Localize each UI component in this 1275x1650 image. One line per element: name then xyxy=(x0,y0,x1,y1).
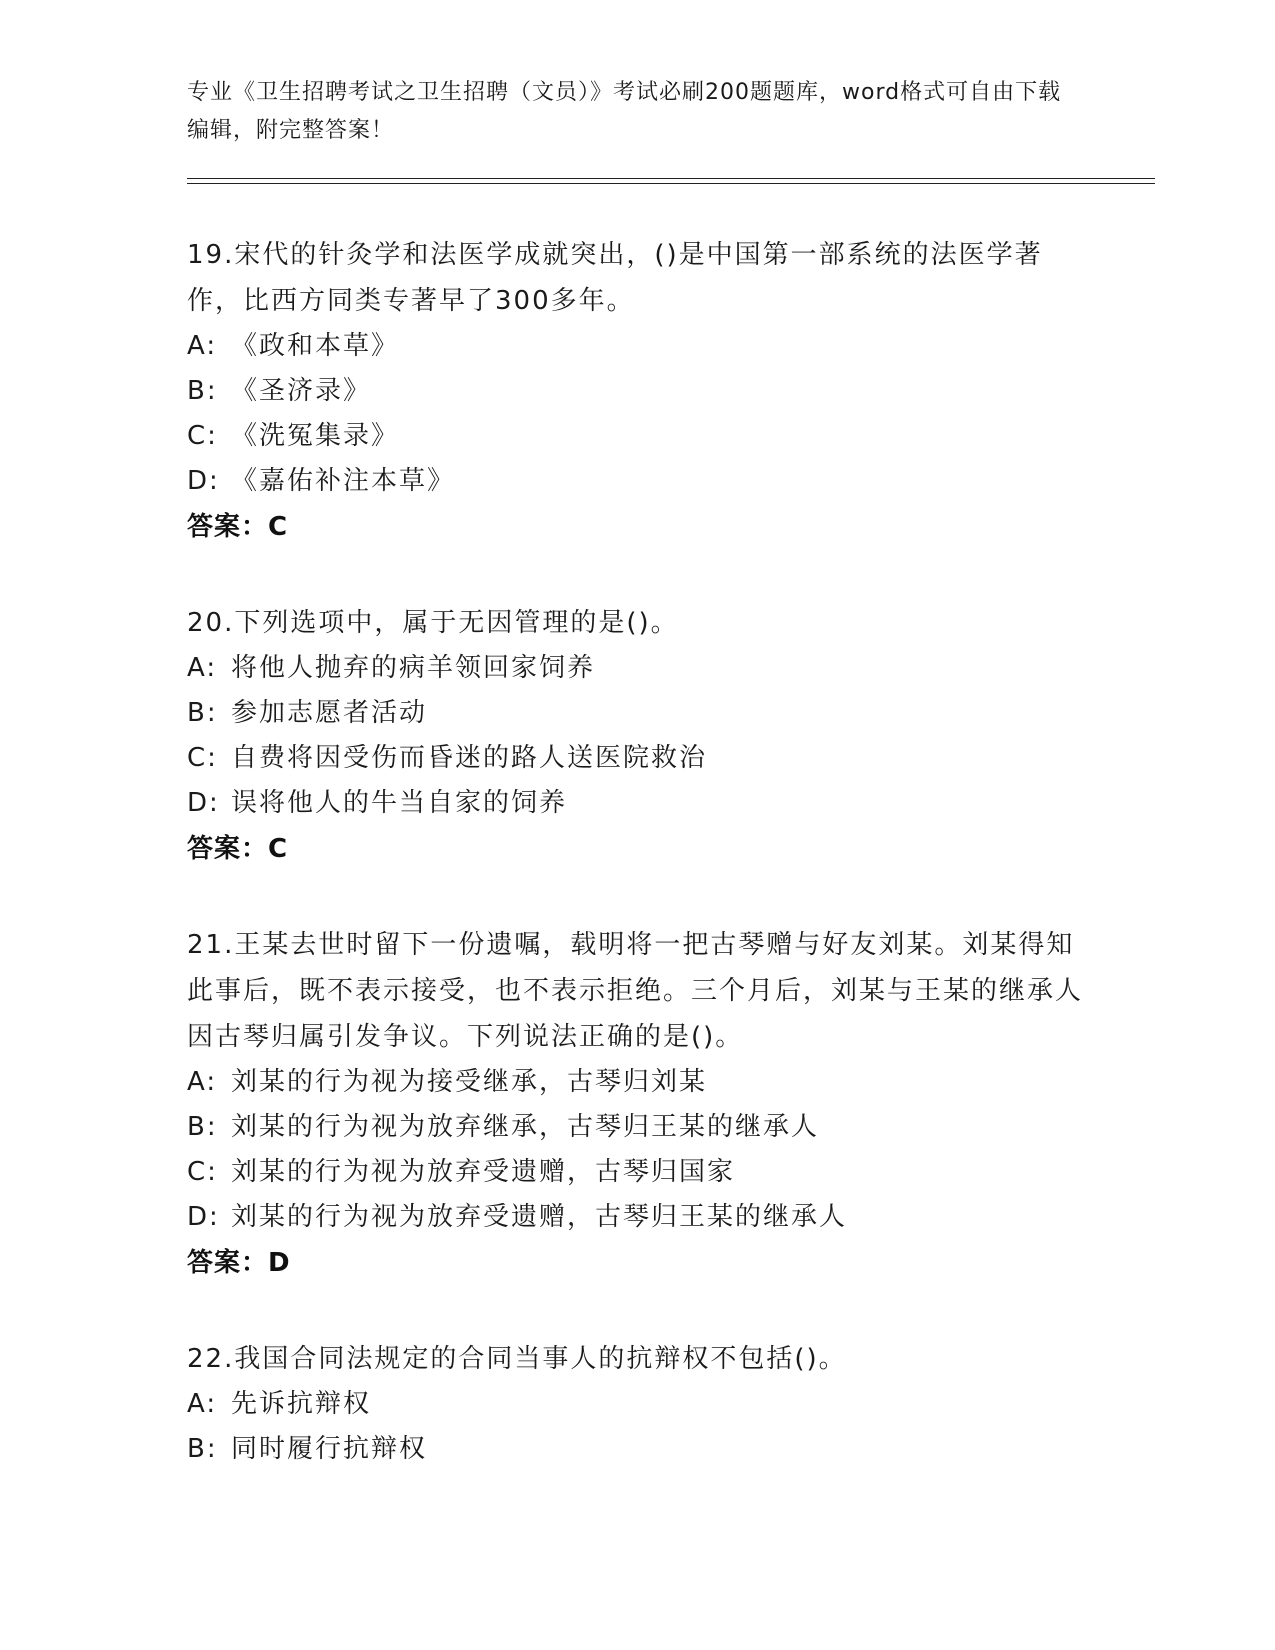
option-text: 《洗冤集录》 xyxy=(231,421,400,451)
option-text: 刘某的行为视为放弃受遗赠，古琴归王某的继承人 xyxy=(231,1202,848,1232)
option-d xyxy=(187,459,1087,504)
option-letter: B: xyxy=(187,1434,218,1464)
option-text: 同时履行抗辩权 xyxy=(231,1434,428,1464)
option-b xyxy=(187,369,1087,414)
question-list xyxy=(187,232,1087,1522)
option-a xyxy=(187,324,1087,369)
option-list xyxy=(187,646,1087,826)
header-divider-bottom xyxy=(187,183,1155,184)
option-text: 自费将因受伤而昏迷的路人送医院救治 xyxy=(231,743,708,773)
option-list xyxy=(187,1060,1087,1240)
option-letter: D: xyxy=(187,1202,220,1232)
option-letter: C: xyxy=(187,421,218,451)
option-c xyxy=(187,1150,1087,1195)
option-letter: B: xyxy=(187,698,218,728)
option-letter: C: xyxy=(187,1157,218,1187)
option-letter: B: xyxy=(187,1112,218,1142)
option-text: 《圣济录》 xyxy=(231,376,372,406)
option-text: 刘某的行为视为放弃受遗赠，古琴归国家 xyxy=(231,1157,736,1187)
question-stem: 19.宋代的针灸学和法医学成就突出，()是中国第一部系统的法医学著作，比西方同类专著早了300多年。 xyxy=(187,240,1043,316)
header-text: 专业《卫生招聘考试之卫生招聘（文员）》考试必刷200题题库，word格式可自由下载编辑，附完整答案！ xyxy=(187,80,1062,143)
option-text: 《嘉佑补注本草》 xyxy=(231,466,456,496)
question-stem: 22.我国合同法规定的合同当事人的抗辩权不包括()。 xyxy=(187,1344,847,1374)
option-c xyxy=(187,736,1087,781)
option-d xyxy=(187,781,1087,826)
question-21 xyxy=(187,922,1087,1286)
option-d xyxy=(187,1195,1087,1240)
option-a xyxy=(187,646,1087,691)
option-c xyxy=(187,414,1087,459)
option-list xyxy=(187,324,1087,504)
question-20 xyxy=(187,600,1087,872)
option-letter: A: xyxy=(187,331,218,361)
option-letter: A: xyxy=(187,1067,218,1097)
document-header xyxy=(187,74,1067,150)
question-22 xyxy=(187,1336,1087,1472)
option-text: 《政和本草》 xyxy=(231,331,400,361)
answer-label: 答案：C xyxy=(187,834,289,864)
option-letter: D: xyxy=(187,466,220,496)
option-a xyxy=(187,1382,1087,1427)
option-text: 误将他人的牛当自家的饲养 xyxy=(231,788,568,818)
option-b xyxy=(187,691,1087,736)
answer-label: 答案：C xyxy=(187,512,289,542)
option-text: 参加志愿者活动 xyxy=(231,698,428,728)
option-letter: C: xyxy=(187,743,218,773)
option-letter: A: xyxy=(187,1389,218,1419)
question-stem: 20.下列选项中，属于无因管理的是()。 xyxy=(187,608,679,638)
option-letter: A: xyxy=(187,653,218,683)
option-list xyxy=(187,1382,1087,1472)
option-text: 刘某的行为视为接受继承，古琴归刘某 xyxy=(231,1067,708,1097)
option-letter: B: xyxy=(187,376,218,406)
option-letter: D: xyxy=(187,788,220,818)
option-a xyxy=(187,1060,1087,1105)
option-text: 先诉抗辩权 xyxy=(231,1389,372,1419)
option-b xyxy=(187,1105,1087,1150)
answer-label: 答案：D xyxy=(187,1248,291,1278)
question-stem: 21.王某去世时留下一份遗嘱，载明将一把古琴赠与好友刘某。刘某得知此事后，既不表示接受，也不表示拒绝。三个月后，刘某与王某的继承人因古琴归属引发争议。下列说法正确的是()。 xyxy=(187,930,1084,1052)
option-b xyxy=(187,1427,1087,1472)
question-19 xyxy=(187,232,1087,550)
option-text: 刘某的行为视为放弃继承，古琴归王某的继承人 xyxy=(231,1112,820,1142)
header-divider-top xyxy=(187,178,1155,179)
option-text: 将他人抛弃的病羊领回家饲养 xyxy=(231,653,596,683)
